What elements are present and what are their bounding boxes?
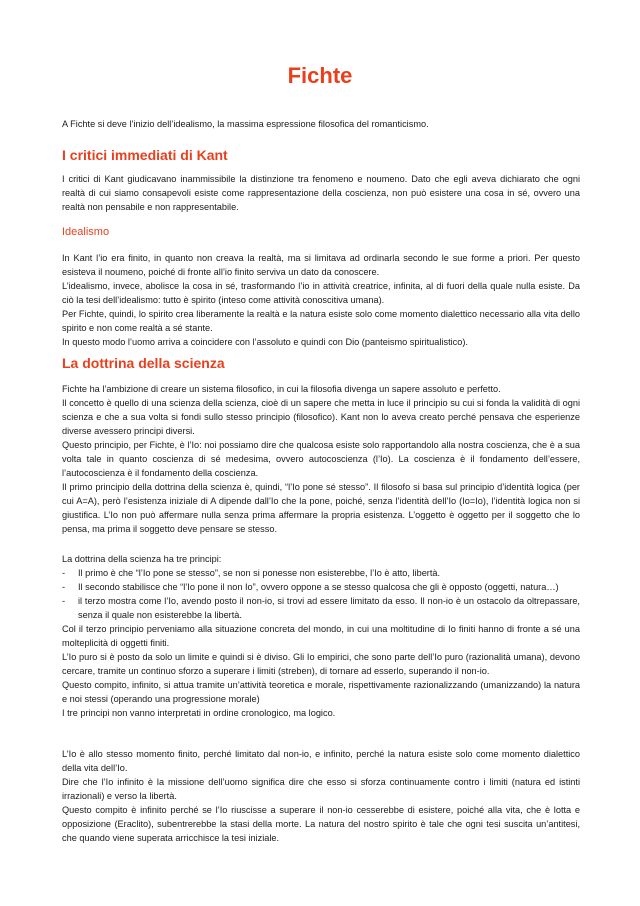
section-paragraph-critici: I critici di Kant giudicavano inammissibile la distinzione tra fenomeno e noumeno. Dato che egli aveva dichiarato che ogni realtà di cui siamo consapevoli esiste come rappresentazione della coscienza, non può esistere una cosa in sé, ovvero una realtà non pensabile e non rappresentabile. xyxy=(62,174,580,212)
page-title: Fichte xyxy=(287,63,353,88)
section-body-dottrina xyxy=(62,382,580,536)
principle-item xyxy=(62,594,580,622)
closing-line: Dire che l’Io infinito è la missione dell’uomo significa dire che esso si sforza continuamente contro i limiti (natura ed istinti irrazionali) e verso la libertà. xyxy=(62,777,580,801)
principles-intro: La dottrina della scienza ha tre principi: xyxy=(62,554,222,564)
section-heading-idealismo: Idealismo xyxy=(62,226,110,238)
idealismo-line: L’idealismo, invece, abolisce la cosa in sé, trasformando l’io in attività creatrice, infinita, al di fuori della quale nulla esiste. Da ciò la tesi dell’idealismo: tutto è spirito (inteso come attività conoscitiva umana). xyxy=(62,281,580,305)
closing-line: Questo compito è infinito perché se l’Io riuscisse a superare il non-io cesserebbe di esistere, poiché alla vita, che è lotta e opposizione (Eraclito), subentrerebbe la stasi della morte. La natura del nostro spirito è tale che ogni tesi suscita un’antitesi, che quando viene superata arricchisce la tesi iniziale. xyxy=(62,805,580,843)
section-body-idealismo xyxy=(62,251,580,349)
closing-block xyxy=(62,747,580,845)
dottrina-line: Questo compito, infinito, si attua tramite un’attività teoretica e morale, rispettivamente razionalizzando (umanizzando) la natura e noi stessi (operando una progressione morale) xyxy=(62,680,580,704)
dottrina-line: Questo principio, per Fichte, è l’Io: noi possiamo dire che qualcosa esiste solo rapportandolo alla nostra coscienza, che è a sua volta tale in quanto coscienza di sé medesima, ovvero autocoscienza (l’Io). La coscienza è il fondamento dell’essere, l’autocoscienza è il fondamento della coscienza. xyxy=(62,440,580,478)
principle-text: il terzo mostra come l’Io, avendo posto il non-io, si trovi ad essere limitato da esso. Il non-io è un ostacolo da oltrepassare, senza il quale non esisterebbe la libertà. xyxy=(78,596,580,620)
idealismo-line: In questo modo l’uomo arriva a coincidere con l’assoluto e quindi con Dio (panteismo spiritualistico). xyxy=(62,337,468,347)
dottrina-line: L’Io puro si è posto da solo un limite e quindi si è diviso. Gli Io empirici, che sono parte dell’Io puro (razionalità umana), devono cercare, tramite un continuo sforzo a superare i limiti (streben), di tornare ad esserlo, superando il non-io. xyxy=(62,652,580,676)
principle-item xyxy=(62,580,580,594)
section-heading-critici: I critici immediati di Kant xyxy=(62,147,228,163)
idealismo-line: In Kant l’io era finito, in quanto non creava la realtà, ma si limitava ad ordinarla secondo le sue forme a priori. Per questo esisteva il noumeno, poiché di fronte all’io finito serviva un dato da conoscere. xyxy=(62,253,580,277)
bullet-mark: - xyxy=(62,596,66,606)
dottrina-line: I tre principi non vanno interpretati in ordine cronologico, ma logico. xyxy=(62,708,336,718)
bullet-mark: - xyxy=(62,568,66,578)
intro-paragraph: A Fichte si deve l’inizio dell’idealismo, la massima espressione filosofica del romanticismo. xyxy=(62,119,429,129)
dottrina-line: Fichte ha l’ambizione di creare un sistema filosofico, in cui la filosofia divenga un sapere assoluto e perfetto. xyxy=(62,384,501,394)
principles-list xyxy=(62,566,580,622)
dottrina-line: Il primo principio della dottrina della scienza è, quindi, “l’Io pone sé stesso”. Il filosofo si basa sul principio d’identità logica (per cui A=A), però l’esistenza iniziale di A dipende dall’Io che la pone, poiché, senza l’identità dell’Io (Io=Io), l’identità logica non si giustifica. L’Io non può affermare nulla senza prima affermare la propria esistenza. L’oggetto è oggetto per il soggetto che lo pensa, ma prima il soggetto deve pensare se stesso. xyxy=(62,482,580,534)
dottrina-line: Col il terzo principio perveniamo alla situazione concreta del mondo, in cui una moltitudine di Io finiti hanno di fronte a sé una molteplicità di oggetti finiti. xyxy=(62,624,580,648)
principle-text: Il primo è che “l’Io pone se stesso”, se non si ponesse non esisterebbe, l’Io è atto, libertà. xyxy=(78,568,441,578)
dottrina-line: Il concetto è quello di una scienza della scienza, cioè di un sapere che metta in luce il principio su cui si fonda la validità di ogni scienza e che a sua volta si fondi sullo stesso principio (filosofico). Kant non lo aveva creato perché pensava che esperienze diverse avessero principi diversi. xyxy=(62,398,580,436)
closing-line: L’Io è allo stesso momento finito, perché limitato dal non-io, e infinito, perché la natura esiste solo come momento dialettico della vita dell’Io. xyxy=(62,749,580,773)
principle-item xyxy=(62,566,580,580)
bullet-mark: - xyxy=(62,582,66,592)
section-heading-dottrina: La dottrina della scienza xyxy=(62,355,225,371)
principles-block xyxy=(62,552,580,720)
idealismo-line: Per Fichte, quindi, lo spirito crea liberamente la realtà e la natura esiste solo come momento dialettico necessario alla vita dello spirito e non come realtà a sé stante. xyxy=(62,309,580,333)
principle-text: Il secondo stabilisce che “l’Io pone il non Io”, ovvero oppone a se stesso qualcosa che gli è opposto (oggetti, natura…) xyxy=(78,582,559,592)
